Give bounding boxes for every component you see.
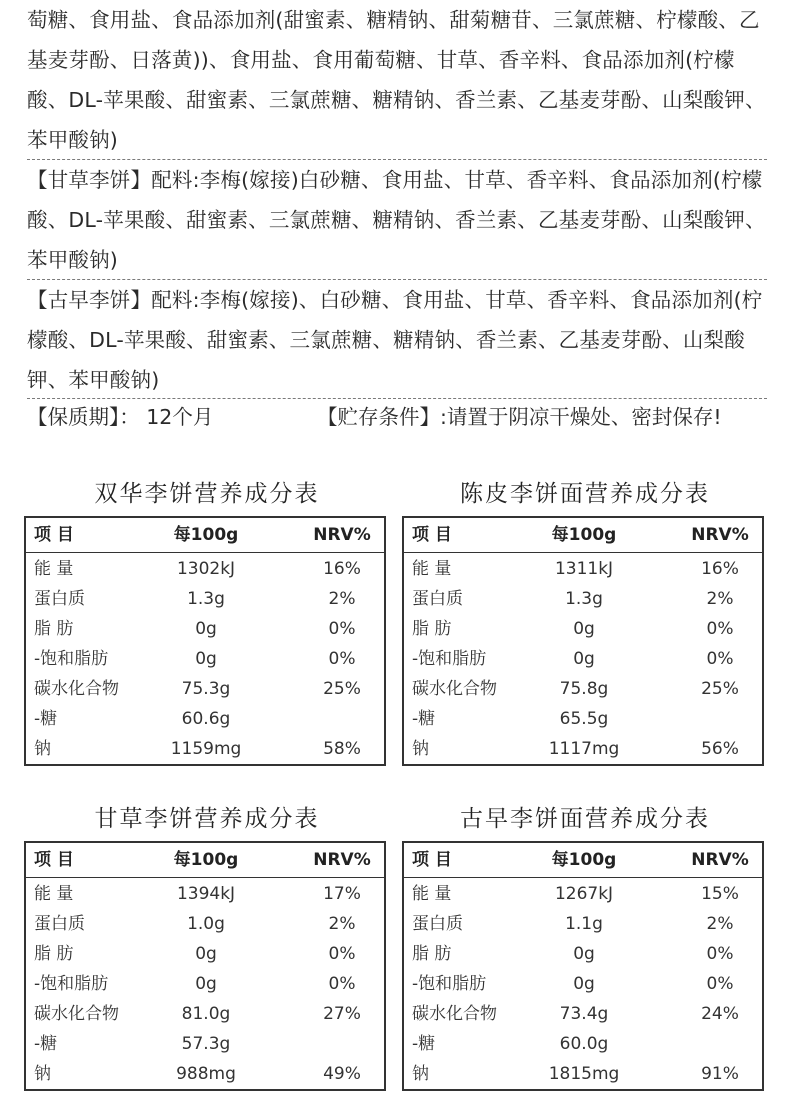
table-row [26,554,384,584]
header-per100: 每100g [173,850,239,870]
table-row [26,584,384,614]
row-value: 75.3g [181,679,231,699]
row-value: 0g [195,649,217,669]
shelf-storage-line [27,397,767,437]
table-row [404,999,762,1029]
row-name: 能 量 [34,559,74,579]
header-nrv: NRV% [313,850,371,870]
row-value: 81.0g [181,1004,231,1024]
header-nrv: NRV% [313,525,371,545]
table-header [26,843,384,878]
table-row [404,674,762,704]
row-value: 1267kJ [554,884,614,904]
row-value: 1117mg [548,739,620,759]
header-nrv: NRV% [691,525,749,545]
row-name: 能 量 [412,559,452,579]
row-name: 碳水化合物 [34,1004,119,1024]
row-nrv: 58% [323,739,361,759]
row-value: 1815mg [548,1064,620,1084]
table-header [404,843,762,878]
row-value: 1.3g [187,589,225,609]
header-nrv: NRV% [691,850,749,870]
table-row [404,969,762,999]
table-row [26,1059,384,1089]
row-name: 能 量 [412,884,452,904]
table-row [404,734,762,764]
row-name: 蛋白质 [34,914,85,934]
table-row [26,909,384,939]
table-row [404,1029,762,1059]
row-nrv: 25% [323,679,361,699]
row-name: -糖 [34,1034,58,1054]
nutrition-table-4 [402,841,764,1091]
row-name: -糖 [34,709,58,729]
row-name: -糖 [412,709,436,729]
row-name: 钠 [412,739,429,759]
table-row [404,909,762,939]
row-value: 0g [195,944,217,964]
row-value: 1159mg [170,739,242,759]
row-nrv: 0% [706,944,734,964]
table-row [26,1029,384,1059]
row-nrv: 56% [701,739,739,759]
row-nrv: 24% [701,1004,739,1024]
row-nrv: 0% [706,974,734,994]
row-value: 1302kJ [176,559,236,579]
table-row [404,614,762,644]
row-name: 蛋白质 [34,589,85,609]
row-name: -糖 [412,1034,436,1054]
row-name: 脂 肪 [34,944,74,964]
table-row [26,704,384,734]
table-row [26,879,384,909]
header-item: 项 目 [34,850,74,870]
row-value: 988mg [176,1064,236,1084]
ingredients-block-2: 【甘草李饼】配料:李梅(嫁接)白砂糖、食用盐、甘草、香辛料、食品添加剂(柠檬酸、DL-苹果酸、甜蜜素、三氯蔗糖、糖精钠、香兰素、乙基麦芽酚、山梨酸钾、苯甲酸钠) [27,168,766,272]
nutrition-title-1: 双华李饼营养成分表 [94,481,320,507]
row-nrv: 17% [323,884,361,904]
shelf-life: 【保质期】： 12个月 [27,405,214,429]
row-nrv: 2% [328,914,356,934]
table-row [404,644,762,674]
table-row [26,674,384,704]
row-nrv: 27% [323,1004,361,1024]
row-value: 75.8g [559,679,609,699]
header-per100: 每100g [173,525,239,545]
row-name: 碳水化合物 [412,1004,497,1024]
row-nrv: 91% [701,1064,739,1084]
row-nrv: 16% [701,559,739,579]
row-value: 0g [573,944,595,964]
row-name: 钠 [34,739,51,759]
ingredients-block-1: 萄糖、食用盐、食品添加剂(甜蜜素、糖精钠、甜菊糖苷、三氯蔗糖、柠檬酸、乙基麦芽酚、日落黄))、食用盐、食用葡萄糖、甘草、香辛料、食品添加剂(柠檬酸、DL-苹果酸、甜蜜素、三氯蔗糖、糖精钠、香兰素、乙基麦芽酚、山梨酸钾、苯甲酸钠) [27,8,766,152]
header-item: 项 目 [412,850,452,870]
row-name: 能 量 [34,884,74,904]
table-row [404,704,762,734]
row-value: 57.3g [181,1034,231,1054]
row-nrv: 0% [328,619,356,639]
row-name: -饱和脂肪 [412,974,487,994]
table-row [26,939,384,969]
table-row [404,879,762,909]
row-name: 脂 肪 [412,619,452,639]
ingredients-block-3: 【古早李饼】配料:李梅(嫁接)、白砂糖、食用盐、甘草、香辛料、食品添加剂(柠檬酸、DL-苹果酸、甜蜜素、三氯蔗糖、糖精钠、香兰素、乙基麦芽酚、山梨酸钾、苯甲酸钠) [27,288,763,392]
table-row [26,734,384,764]
table-row [26,999,384,1029]
row-name: -饱和脂肪 [34,974,109,994]
row-name: -饱和脂肪 [412,649,487,669]
row-name: -饱和脂肪 [34,649,109,669]
row-name: 钠 [34,1064,51,1084]
header-per100: 每100g [551,525,617,545]
row-value: 73.4g [559,1004,609,1024]
nutrition-title-2: 陈皮李饼面营养成分表 [460,481,710,507]
table-row [404,1059,762,1089]
header-item: 项 目 [412,525,452,545]
table-row [404,939,762,969]
row-name: 钠 [412,1064,429,1084]
table-row [26,614,384,644]
nutrition-title-3: 甘草李饼营养成分表 [94,806,320,832]
table-row [26,969,384,999]
row-name: 脂 肪 [412,944,452,964]
row-nrv: 0% [328,944,356,964]
row-value: 0g [573,974,595,994]
nutrition-title-4: 古早李饼面营养成分表 [460,806,710,832]
row-value: 1394kJ [176,884,236,904]
row-value: 60.6g [181,709,231,729]
row-nrv: 0% [706,619,734,639]
row-value: 1.1g [565,914,603,934]
nutrition-table-1 [24,516,386,766]
row-value: 0g [195,619,217,639]
row-value: 60.0g [559,1034,609,1054]
nutrition-table-2 [402,516,764,766]
row-nrv: 25% [701,679,739,699]
header-per100: 每100g [551,850,617,870]
row-value: 65.5g [559,709,609,729]
row-nrv: 16% [323,559,361,579]
row-name: 蛋白质 [412,589,463,609]
row-name: 脂 肪 [34,619,74,639]
row-nrv: 0% [328,974,356,994]
row-nrv: 2% [328,589,356,609]
table-row [26,644,384,674]
table-row [404,584,762,614]
row-value: 1311kJ [554,559,614,579]
row-value: 1.0g [187,914,225,934]
row-name: 蛋白质 [412,914,463,934]
row-value: 0g [573,619,595,639]
row-value: 0g [573,649,595,669]
row-name: 碳水化合物 [412,679,497,699]
table-header [26,518,384,553]
row-nrv: 15% [701,884,739,904]
table-row [404,554,762,584]
header-item: 项 目 [34,525,74,545]
row-nrv: 2% [706,589,734,609]
row-value: 1.3g [565,589,603,609]
row-nrv: 0% [328,649,356,669]
storage-conditions: 【贮存条件】:请置于阴凉干燥处、密封保存! [317,405,722,429]
row-name: 碳水化合物 [34,679,119,699]
row-value: 0g [195,974,217,994]
row-nrv: 0% [706,649,734,669]
row-nrv: 2% [706,914,734,934]
row-nrv: 49% [323,1064,361,1084]
nutrition-table-3 [24,841,386,1091]
table-header [404,518,762,553]
